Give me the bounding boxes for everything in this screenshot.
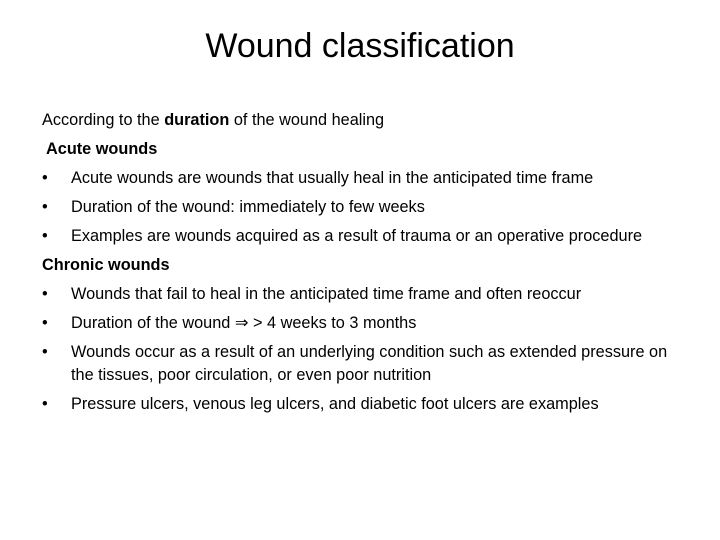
intro-bold-duration: duration — [164, 111, 230, 129]
intro-prefix: According to the — [42, 111, 165, 129]
slide-title: Wound classification — [205, 27, 515, 65]
acute-bullet-text: Examples are wounds acquired as a result of trauma or an operative procedure — [71, 227, 643, 245]
bullet-icon: • — [42, 395, 48, 413]
acute-heading: Acute wounds — [46, 140, 158, 158]
chronic-bullet-text: Pressure ulcers, venous leg ulcers, and diabetic foot ulcers are examples — [71, 395, 599, 413]
slide-body — [42, 106, 692, 419]
bullet-icon: • — [42, 285, 48, 303]
acute-bullet-text: Duration of the wound: immediately to few weeks — [71, 198, 425, 216]
chronic-bullet — [42, 280, 692, 309]
chronic-bullet — [42, 390, 692, 419]
chronic-bullet-text: Wounds occur as a result of an underlying condition such as extended pressure on the tissues, poor circulation, or even poor nutrition — [71, 343, 668, 384]
acute-bullet-text: Acute wounds are wounds that usually heal in the anticipated time frame — [71, 169, 594, 187]
bullet-icon: • — [42, 198, 48, 216]
acute-bullet — [42, 222, 692, 251]
intro-line — [42, 106, 692, 135]
bullet-icon: • — [42, 314, 48, 332]
bullet-icon: • — [42, 169, 48, 187]
acute-bullet — [42, 164, 692, 193]
bullet-icon: • — [42, 343, 48, 361]
chronic-bullet-text: Wounds that fail to heal in the anticipated time frame and often reoccur — [71, 285, 582, 303]
intro-suffix: of the wound healing — [229, 111, 385, 129]
chronic-bullet — [42, 309, 692, 338]
bullet-icon: • — [42, 227, 48, 245]
chronic-heading: Chronic wounds — [42, 256, 170, 274]
chronic-bullet — [42, 338, 692, 390]
acute-bullet — [42, 193, 692, 222]
chronic-bullet-text: Duration of the wound ⇒ > 4 weeks to 3 months — [71, 314, 417, 332]
